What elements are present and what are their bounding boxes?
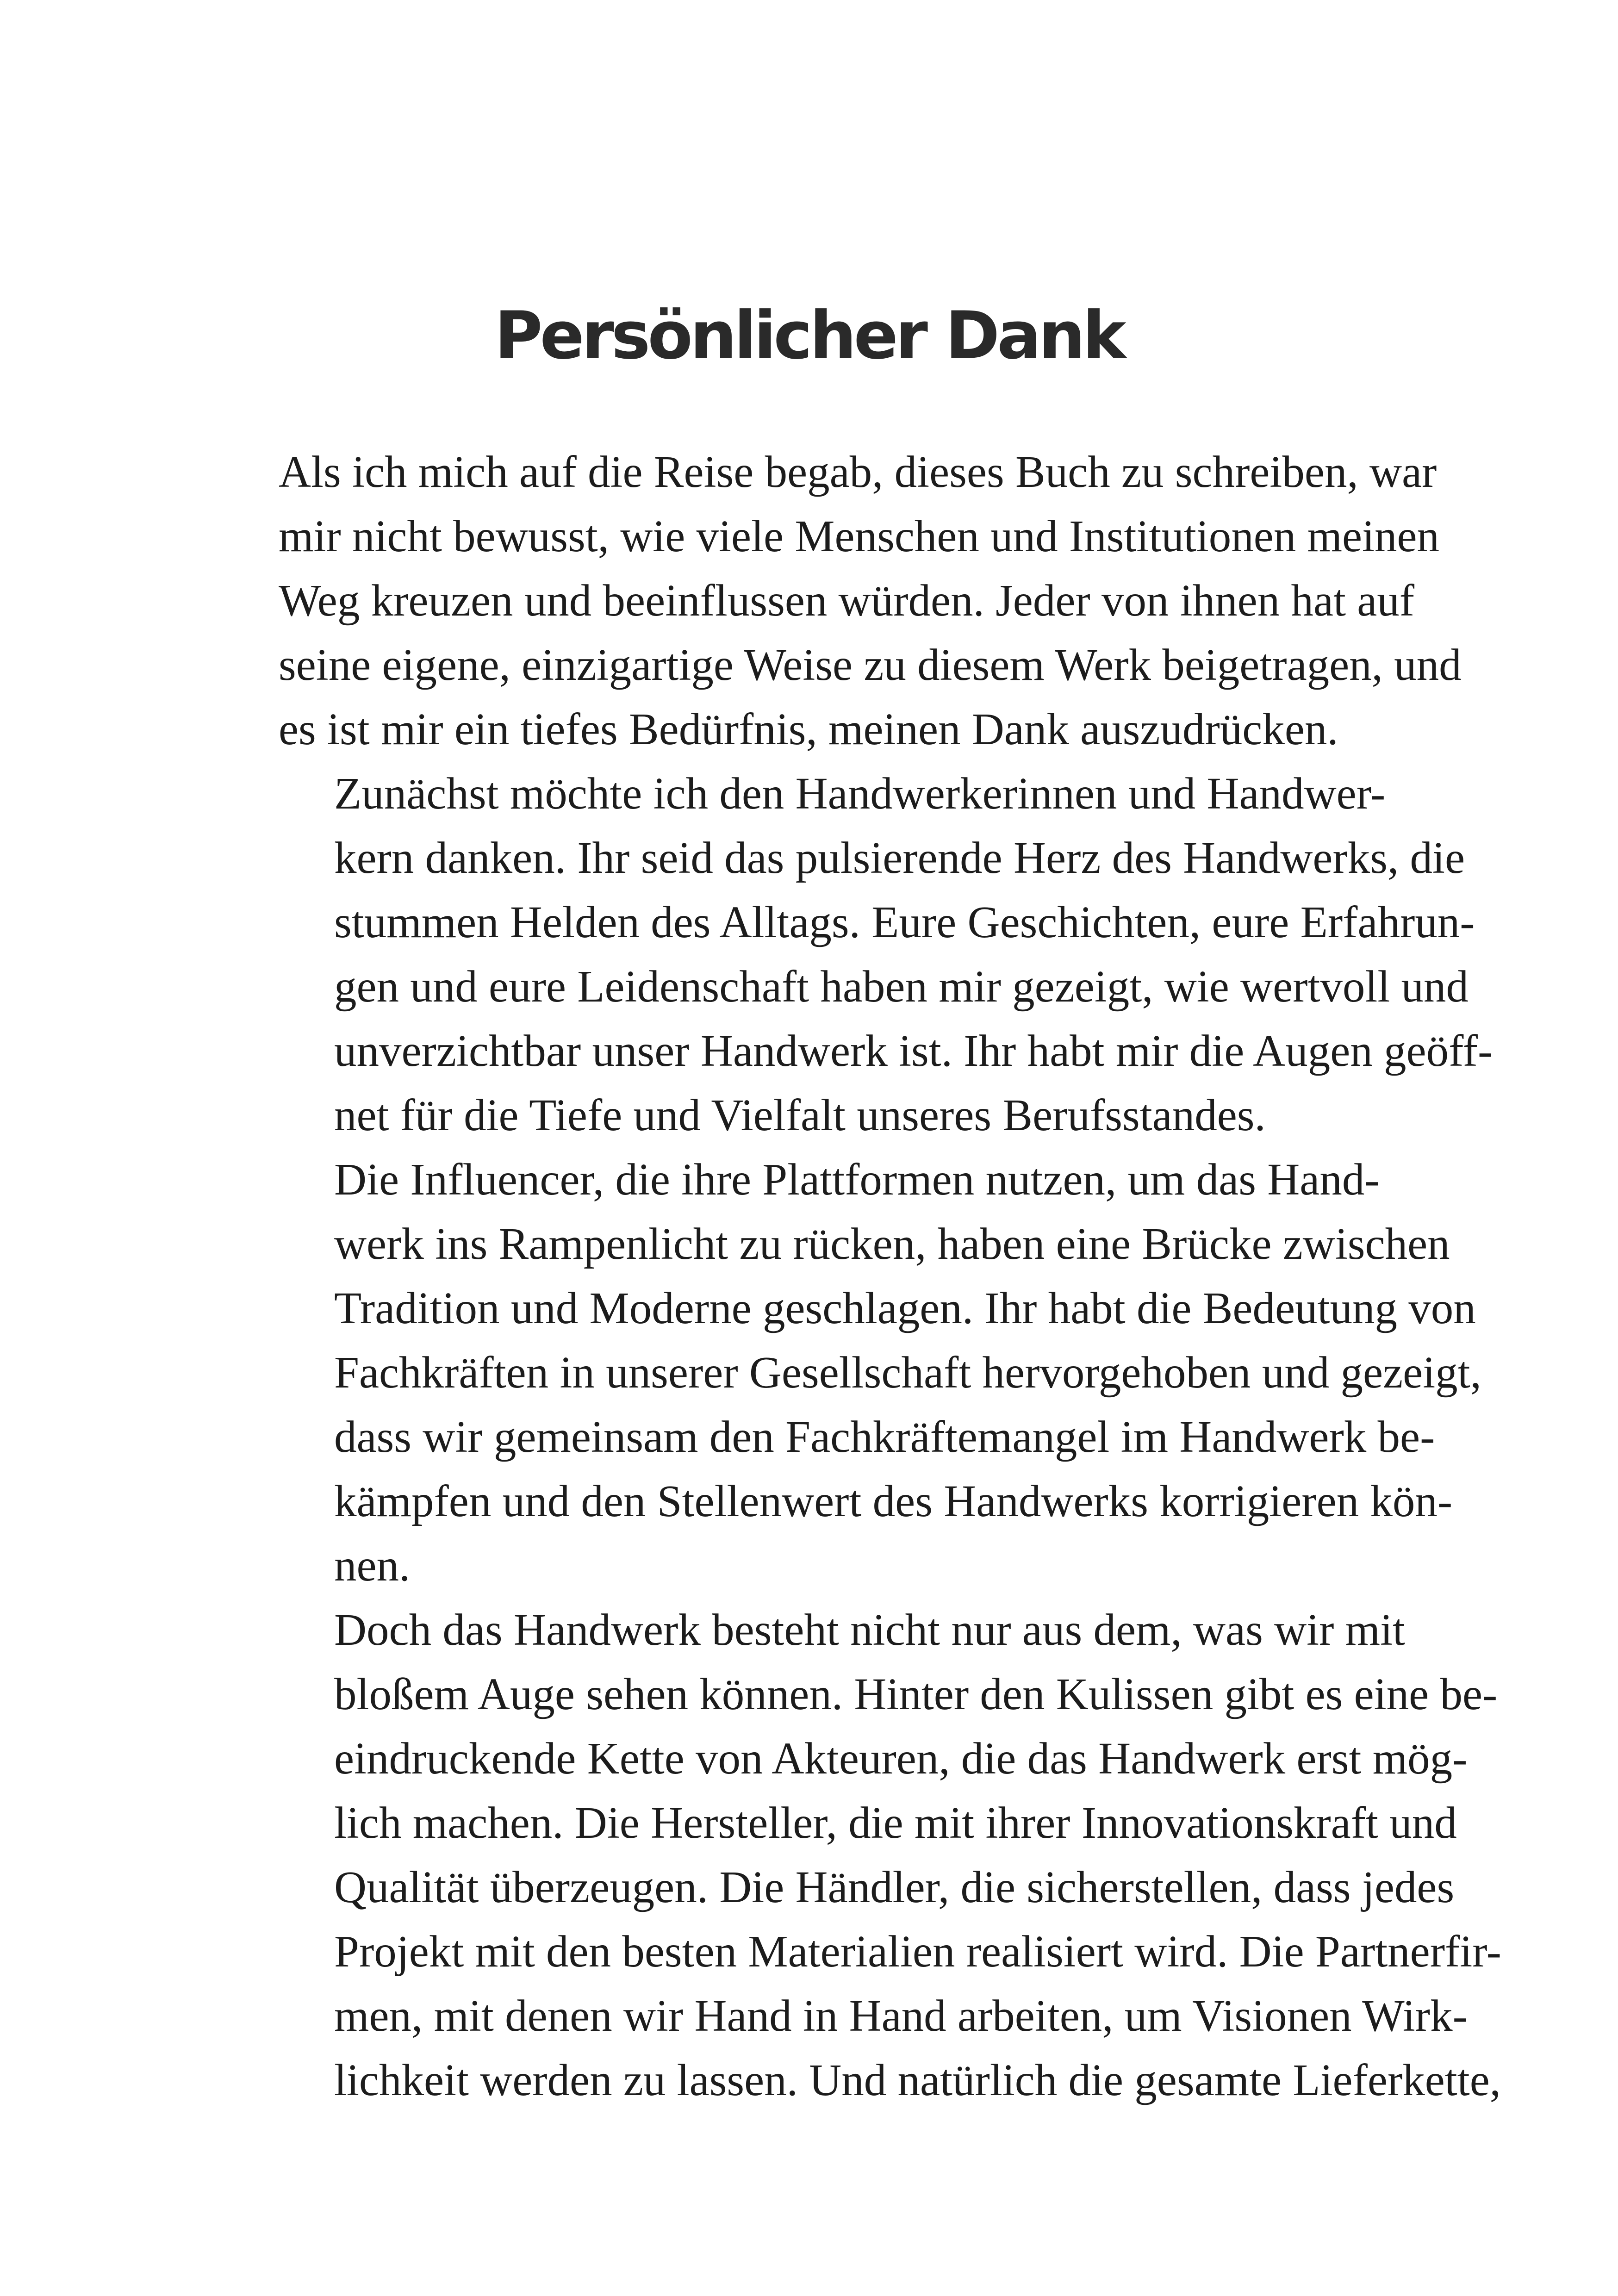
text-line: Weg kreuzen und beeinflussen würden. Jeder von ihnen hat auf — [279, 576, 1415, 625]
text-line: net für die Tiefe und Vielfalt unseres Berufsstandes. — [334, 1090, 1266, 1140]
text-line: es ist mir ein tiefes Bedürfnis, meinen Dank auszudrücken. — [279, 704, 1338, 754]
text-line: men, mit denen wir Hand in Hand arbeiten, um Visionen Wirk- — [334, 1991, 1468, 2041]
text-line: werk ins Rampenlicht zu rücken, haben eine Brücke zwischen — [334, 1219, 1450, 1269]
text-line: Als ich mich auf die Reise begab, dieses Buch zu schreiben, war — [279, 447, 1437, 497]
text-line: Die Influencer, die ihre Plattformen nutzen, um das Hand- — [334, 1155, 1380, 1204]
paragraph-4 — [279, 1598, 1501, 2112]
text-line: unverzichtbar unser Handwerk ist. Ihr habt mir die Augen geöff- — [334, 1026, 1493, 1076]
text-line: kämpfen und den Stellenwert des Handwerks korrigieren kön- — [334, 1476, 1453, 1526]
text-line: bloßem Auge sehen können. Hinter den Kulissen gibt es eine be- — [334, 1669, 1498, 1719]
page-title: Persönlicher Dank — [494, 298, 1124, 374]
body-text — [279, 440, 1501, 2112]
text-line: lich machen. Die Hersteller, die mit ihrer Innovationskraft und — [334, 1798, 1457, 1848]
text-line: lichkeit werden zu lassen. Und natürlich die gesamte Lieferkette, — [334, 2055, 1501, 2105]
text-line: stummen Helden des Alltags. Eure Geschichten, eure Erfahrun- — [334, 897, 1475, 947]
paragraph-2 — [279, 761, 1493, 1147]
text-line: Qualität überzeugen. Die Händler, die sicherstellen, dass jedes — [334, 1862, 1455, 1912]
text-line: Zunächst möchte ich den Handwerkerinnen und Handwer- — [334, 769, 1386, 818]
text-line: Fachkräften in unserer Gesellschaft hervorgehoben und gezeigt, — [334, 1348, 1481, 1397]
paragraph-3 — [279, 1147, 1481, 1598]
text-line: eindruckende Kette von Akteuren, die das Handwerk erst mög- — [334, 1734, 1468, 1783]
text-line: dass wir gemeinsam den Fachkräftemangel im Handwerk be- — [334, 1412, 1435, 1462]
paragraph-1 — [279, 440, 1462, 761]
text-line: Tradition und Moderne geschlagen. Ihr habt die Bedeutung von — [334, 1283, 1476, 1333]
text-line: mir nicht bewusst, wie viele Menschen und Institutionen meinen — [279, 511, 1440, 561]
text-line: gen und eure Leidenschaft haben mir gezeigt, wie wertvoll und — [334, 962, 1469, 1011]
text-line: seine eigene, einzigartige Weise zu diesem Werk beigetragen, und — [279, 640, 1462, 690]
text-line: nen. — [334, 1541, 411, 1590]
text-line: Projekt mit den besten Materialien realisiert wird. Die Partnerfir- — [334, 1927, 1501, 1976]
text-line: kern danken. Ihr seid das pulsierende Herz des Handwerks, die — [334, 833, 1465, 883]
text-line: Doch das Handwerk besteht nicht nur aus dem, was wir mit — [334, 1605, 1405, 1655]
